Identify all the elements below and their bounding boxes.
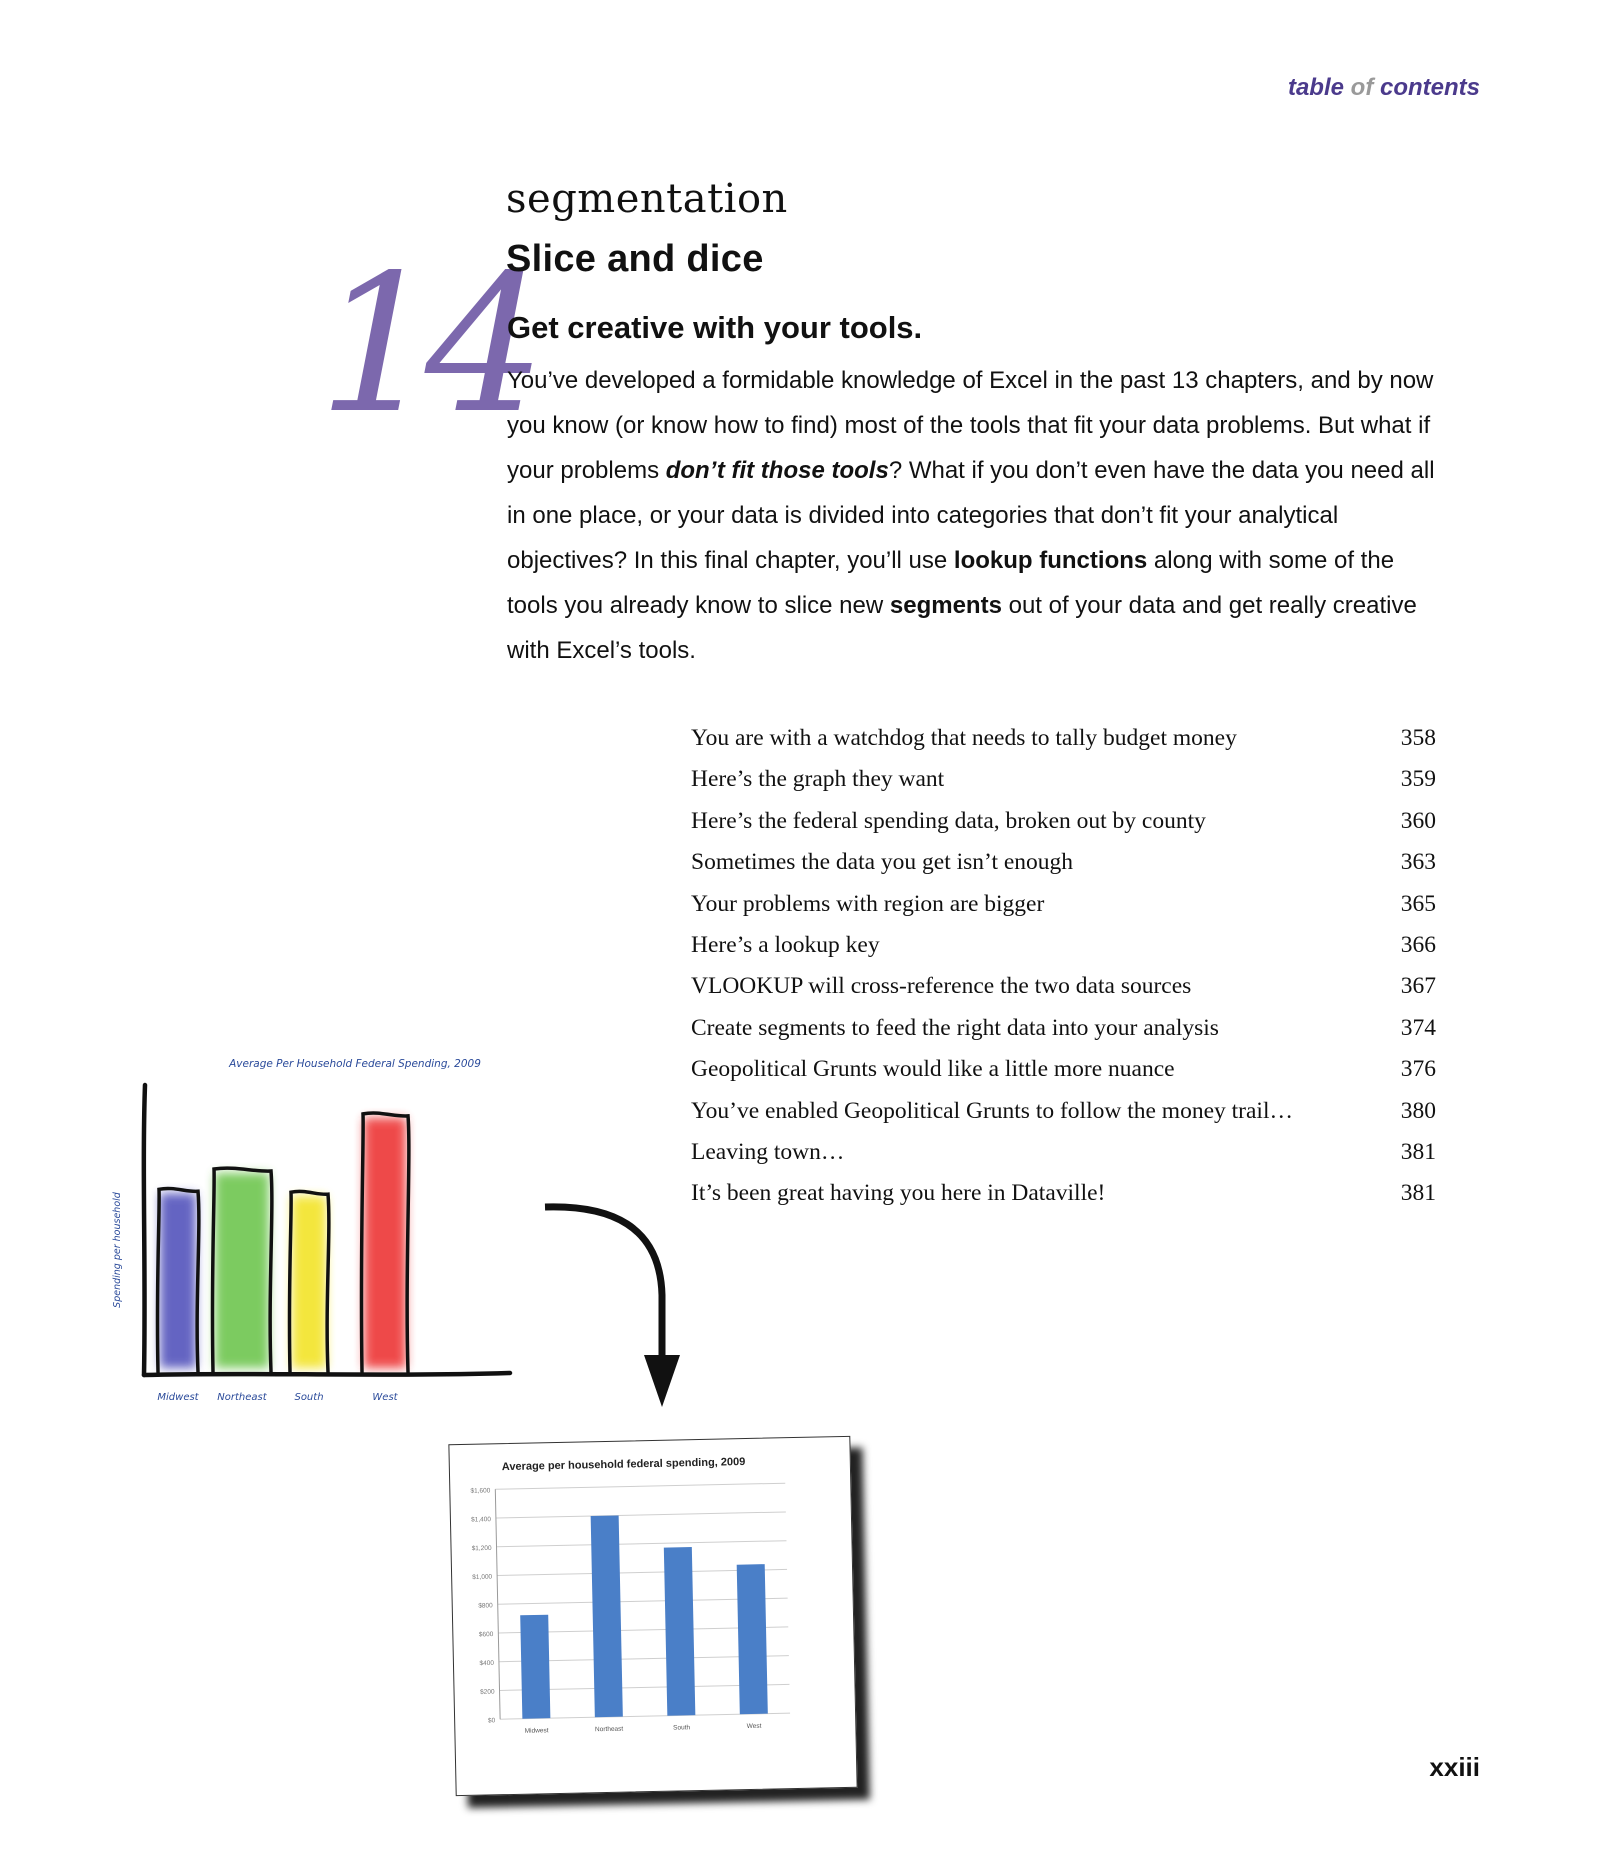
sketch-x-labels: [157, 1392, 398, 1403]
sketch-chart-title: Average Per Household Federal Spending, 2009: [229, 1058, 481, 1070]
toc-entry-page: 381: [1400, 1138, 1436, 1165]
excel-x-labels: [525, 1723, 762, 1735]
toc-list: [691, 718, 1436, 1215]
intro-text-1: You’ve developed a formidable knowledge of Excel in the past 13 chapters, and by now you know (or know how to find) most of the tools that fit your data problems. But what if your problems: [507, 367, 1434, 484]
excel-y-tick: $800: [478, 1602, 493, 1610]
toc-entry-page: 374: [1400, 1014, 1436, 1041]
excel-chart-card: [448, 1436, 857, 1796]
excel-bar: [664, 1547, 696, 1716]
toc-entry-page: 359: [1400, 766, 1436, 793]
sketch-x-label: Midwest: [157, 1392, 199, 1403]
chapter-kicker: segmentation: [506, 176, 788, 222]
chapter-number: 14: [318, 234, 532, 455]
toc-entry-title: Sometimes the data you get isn’t enough: [691, 849, 1074, 876]
toc-entry-title: Here’s the federal spending data, broken out by county: [691, 807, 1206, 834]
sketch-x-label: South: [294, 1392, 324, 1403]
intro-emphasis: don’t fit those tools: [665, 457, 889, 484]
toc-entry[interactable]: [691, 1173, 1436, 1214]
excel-gridline: [496, 1512, 786, 1518]
toc-entry-page: 363: [1400, 849, 1436, 876]
excel-bar: [737, 1564, 768, 1714]
excel-y-tick: $200: [480, 1688, 495, 1696]
toc-entry[interactable]: [691, 884, 1436, 925]
header-label-a: table: [1287, 74, 1351, 101]
excel-x-label: Midwest: [524, 1727, 549, 1735]
header-label-b: contents: [1373, 74, 1480, 101]
excel-x-label: South: [673, 1724, 691, 1732]
toc-entry[interactable]: [691, 842, 1436, 883]
excel-y-tick: $1,000: [472, 1573, 493, 1582]
sketch-bars: [157, 1113, 408, 1372]
toc-entry[interactable]: [691, 718, 1436, 759]
excel-bar-chart: [449, 1437, 856, 1795]
sketch-x-label: Northeast: [217, 1392, 267, 1403]
excel-x-label: Northeast: [594, 1725, 624, 1734]
toc-entry-page: 365: [1400, 890, 1436, 917]
toc-entry-page: 360: [1400, 807, 1436, 834]
toc-entry-title: You are with a watchdog that needs to tally budget money: [691, 725, 1237, 751]
excel-gridline: [497, 1541, 787, 1547]
toc-entry-title: Create segments to feed the right data into your analysis: [691, 1014, 1219, 1041]
sketch-bar-fill: [160, 1193, 196, 1368]
toc-entry-title: Here’s the graph they want: [691, 766, 945, 793]
toc-entry-page: 381: [1400, 1180, 1436, 1207]
header-label-of: of: [1350, 74, 1374, 101]
sketch-x-axis: [144, 1373, 510, 1375]
toc-entry[interactable]: [691, 759, 1436, 800]
toc-entry-page: 376: [1400, 1056, 1436, 1083]
arrow-icon: [540, 1195, 680, 1415]
excel-y-tick: $400: [479, 1659, 495, 1668]
toc-entry-page: 380: [1400, 1097, 1436, 1124]
toc-entry[interactable]: [691, 801, 1436, 842]
toc-entry-page: 358: [1400, 725, 1436, 751]
page-number: xxiii: [1429, 1752, 1480, 1782]
excel-bar: [591, 1515, 623, 1717]
toc-entry[interactable]: [691, 925, 1436, 966]
toc-entry-title: Leaving town…: [691, 1138, 845, 1165]
excel-bar: [520, 1615, 550, 1719]
intro-bold-lookup: lookup functions: [953, 547, 1148, 574]
sketch-bar-fill: [215, 1173, 269, 1368]
toc-entry-title: VLOOKUP will cross-reference the two data sources: [691, 973, 1192, 1000]
chapter-subtitle: Get creative with your tools.: [507, 310, 923, 345]
excel-y-tick: $1,600: [470, 1487, 491, 1495]
toc-entry[interactable]: [691, 966, 1436, 1007]
toc-entry-title: You’ve enabled Geopolitical Grunts to follow the money trail…: [691, 1097, 1293, 1124]
sketch-bar-fill: [364, 1118, 406, 1368]
toc-entry-title: Here’s a lookup key: [691, 931, 880, 958]
intro-text-2: ? What if you don’t even have the data you need all in one place, or your data is divided into categories that don’t fit your analytical objectives? In this final chapter, you’ll use: [507, 457, 1435, 574]
toc-entry[interactable]: [691, 1091, 1436, 1132]
toc-entry-page: 367: [1400, 973, 1436, 1000]
sketch-bar-fill: [292, 1196, 326, 1368]
sketch-bar-chart: [100, 1050, 540, 1420]
sketch-y-axis: [144, 1085, 145, 1375]
chapter-intro: [507, 358, 1437, 673]
excel-y-tick: $0: [487, 1717, 496, 1725]
excel-y-tick: $600: [478, 1631, 494, 1639]
toc-entry[interactable]: [691, 1132, 1436, 1173]
toc-entry[interactable]: [691, 1008, 1436, 1049]
toc-entry-title: It’s been great having you here in Dataville!: [691, 1180, 1106, 1207]
excel-y-tick: $1,200: [471, 1544, 492, 1553]
intro-text-3: along with some of the tools you already know to slice new: [507, 547, 1395, 619]
chapter-title: Slice and dice: [506, 238, 764, 280]
excel-gridline: [495, 1483, 785, 1489]
toc-entry[interactable]: [691, 1049, 1436, 1090]
excel-x-label: West: [746, 1722, 762, 1731]
sketch-chart-ylabel: Spending per household: [112, 1192, 123, 1308]
toc-entry-title: Geopolitical Grunts would like a little more nuance: [691, 1056, 1175, 1083]
excel-y-tick: $1,400: [470, 1516, 492, 1524]
toc-entry-page: 366: [1400, 931, 1436, 958]
sketch-x-label: West: [372, 1392, 398, 1403]
intro-bold-segments: segments: [889, 592, 1002, 619]
toc-entry-title: Your problems with region are bigger: [691, 890, 1045, 917]
running-header: [1288, 74, 1480, 102]
intro-text-4: out of your data and get really creative with Excel’s tools.: [507, 592, 1417, 664]
excel-chart-title: Average per household federal spending, 2009: [501, 1456, 746, 1474]
